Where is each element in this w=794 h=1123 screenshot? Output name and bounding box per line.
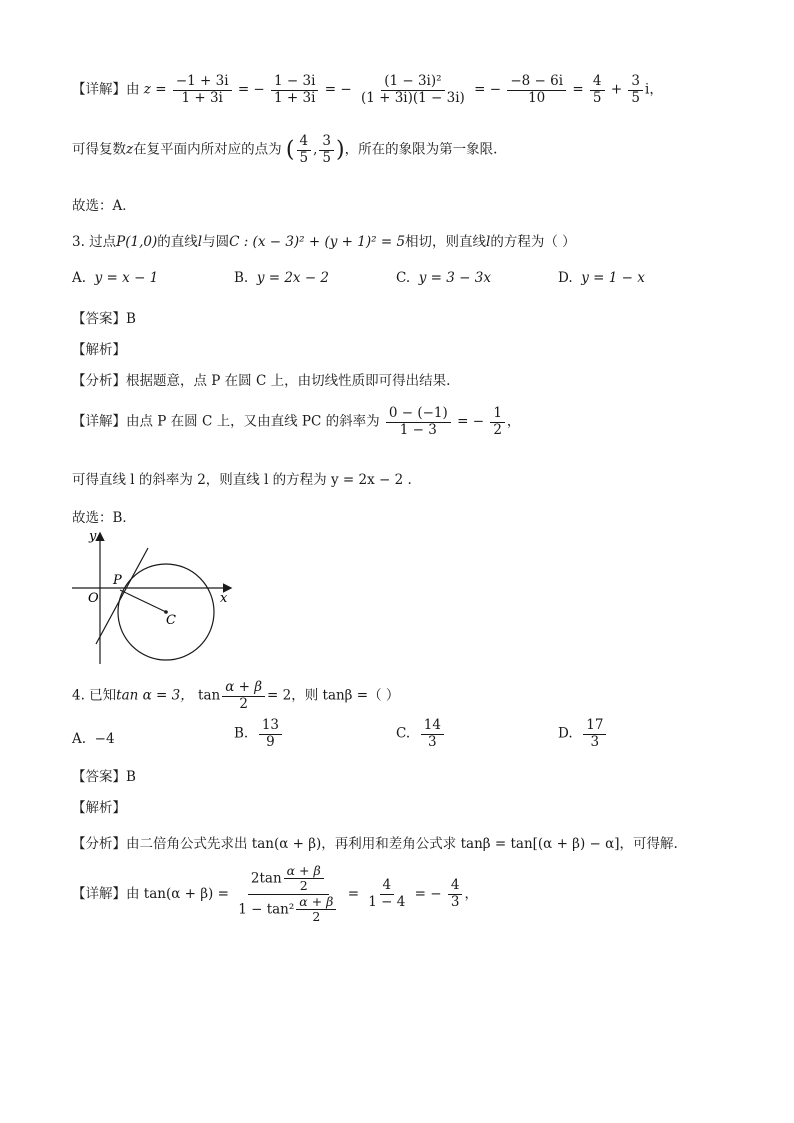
fraction — [259, 718, 282, 750]
math: z = — [143, 81, 167, 98]
q4-fenxi: 【分析】由二倍角公式先求出 tan(α + β)，再利用和差角公式求 tanβ = tan[(α + β) − α]，可得解. — [72, 836, 678, 852]
denominator: 2 — [493, 421, 502, 438]
denominator: 5 — [299, 149, 309, 166]
fraction — [490, 406, 505, 438]
option-letter: C. — [396, 270, 411, 286]
q3-analysis-tag: 【解析】 — [72, 342, 126, 358]
q4-answer: 【答案】B — [72, 769, 136, 785]
text: 的方程为（ ） — [490, 234, 576, 250]
fraction — [222, 680, 265, 712]
q4-option-c — [396, 718, 446, 750]
math: + — [610, 81, 623, 98]
paren: ( — [285, 137, 295, 163]
option-letter: D. — [558, 270, 573, 286]
denominator: 1 − 3 — [399, 421, 437, 438]
text: 与圆 — [202, 234, 230, 250]
numerator: −8 − 6i — [507, 74, 566, 91]
q4-analysis-tag: 【解析】 — [72, 800, 126, 816]
numerator: 1 − 3i — [271, 74, 318, 91]
q3-stem — [72, 230, 576, 250]
text: 在复平面内所对应的点为 — [133, 141, 282, 158]
fraction — [358, 74, 468, 106]
denominator: (1 + 3i)(1 − 3i) — [360, 89, 465, 106]
denominator: 9 — [266, 733, 275, 750]
fraction — [173, 74, 232, 106]
denominator: 3 — [428, 733, 437, 750]
q3-choose: 故选：B． — [72, 510, 136, 526]
label-y: y — [89, 529, 97, 544]
q3-option-b — [234, 270, 329, 286]
option-letter: D. — [558, 725, 573, 742]
text: ， — [506, 413, 521, 430]
math: tan α = 3， — [116, 687, 194, 704]
denominator: 10 — [528, 89, 546, 106]
math: C : (x − 3)² + (y + 1)² = 5 — [229, 234, 406, 250]
math: 2tan — [250, 870, 282, 887]
paren: ) — [336, 137, 345, 163]
math: 1 − tan² — [238, 901, 295, 918]
text: 相切，则直线 — [405, 234, 487, 250]
math: l — [197, 234, 203, 250]
denominator: 5 — [631, 89, 641, 106]
numerator: 1 — [490, 406, 505, 423]
q3-result: 可得直线 l 的斜率为 2，则直线 l 的方程为 y = 2x − 2 . — [72, 472, 412, 488]
tangent-circle-figure — [60, 526, 250, 666]
math: = − — [324, 81, 352, 98]
label-P: P — [113, 573, 122, 588]
text: 【详解】由 tan(α + β) = — [72, 885, 229, 902]
option-text: y = x − 1 — [94, 270, 159, 286]
q4-option-d — [558, 718, 608, 750]
fraction — [421, 718, 444, 750]
denominator: 1 + 3i — [181, 89, 223, 106]
fraction — [590, 74, 605, 106]
numerator: α + β — [296, 895, 336, 910]
option-text: y = 3 − 3x — [418, 270, 491, 286]
math: = — [347, 885, 359, 902]
numerator: 4 — [380, 878, 395, 895]
option-text: y = 1 − x — [581, 270, 645, 286]
q3-option-d — [558, 270, 645, 286]
denominator: 2 — [239, 695, 248, 712]
option-letter: A. — [72, 270, 87, 286]
numerator: 17 — [583, 718, 606, 735]
q2-choose: 故选：A． — [72, 198, 136, 214]
numerator: 14 — [421, 718, 444, 735]
numerator: 4 — [590, 74, 605, 91]
text: 4. 已知 — [72, 687, 117, 704]
q2-point-line: 可得复数z在复平面内所对应的点为 ( $\frac{4}{5}$ , $\frac{3}{5}$ )，所在的象限为第一象限. — [72, 133, 498, 166]
fraction — [284, 864, 324, 894]
denominator: 3 — [590, 733, 600, 750]
label-C: C — [166, 613, 176, 628]
q4-detail-line — [72, 864, 478, 925]
numerator: 3 — [628, 74, 643, 91]
numerator: 3 — [319, 134, 334, 151]
fraction — [365, 878, 408, 910]
big-fraction — [235, 864, 341, 925]
numerator: −1 + 3i — [173, 74, 232, 91]
q4-option-b — [234, 718, 284, 750]
q3-option-c — [396, 270, 491, 286]
q3-option-a — [72, 270, 158, 286]
denominator: 2 — [312, 909, 321, 925]
denominator: 5 — [592, 89, 602, 106]
numerator: 0 − (−1) — [386, 406, 451, 423]
numerator: 4 — [448, 878, 463, 895]
math: = − — [474, 81, 502, 98]
fraction — [296, 895, 336, 925]
fraction — [628, 74, 643, 106]
q2-detail-line — [72, 74, 663, 106]
numerator: 13 — [259, 718, 282, 735]
option-text: y = 2x − 2 — [256, 270, 330, 286]
math: z — [126, 141, 134, 158]
fraction — [583, 718, 606, 750]
q3-detail-line — [72, 406, 520, 438]
math: l — [486, 234, 491, 250]
numerator: 4 — [297, 134, 312, 151]
text: ， — [464, 885, 478, 902]
q3-answer: 【答案】B — [72, 311, 136, 327]
denominator — [235, 895, 341, 925]
denominator: 5 — [322, 149, 331, 166]
numerator: (1 − 3i)² — [381, 74, 444, 91]
denominator: 3 — [450, 893, 460, 910]
text: 可得复数 — [72, 141, 126, 158]
denominator: 1 − 4 — [368, 893, 406, 910]
label-O: O — [88, 591, 99, 606]
math: P(1,0) — [116, 234, 158, 250]
detail-tag: 【详解】 — [72, 81, 126, 98]
text: 的直线 — [157, 234, 198, 250]
math: = − — [237, 81, 265, 98]
math: = — [572, 81, 584, 98]
numerator: α + β — [222, 680, 265, 697]
option-letter: B. — [234, 270, 249, 286]
fraction — [507, 74, 566, 106]
numerator: α + β — [284, 864, 324, 879]
option-letter: B. — [234, 725, 249, 742]
numerator — [248, 864, 329, 895]
fraction — [386, 406, 451, 438]
fraction — [319, 134, 334, 166]
fraction — [448, 878, 463, 910]
option-letter: C. — [396, 725, 411, 742]
text: 由 — [126, 81, 140, 98]
text: = 2，则 tanβ =（ ） — [267, 687, 400, 704]
math: i， — [645, 81, 663, 98]
radius-PC — [120, 590, 166, 612]
denominator: 2 — [299, 878, 308, 894]
q4-stem — [72, 680, 399, 712]
q4-option-a — [72, 731, 115, 747]
text: ，所在的象限为第一象限. — [344, 141, 498, 158]
fraction — [271, 74, 318, 106]
q3-fenxi: 【分析】根据题意，点 P 在圆 C 上，由切线性质即可得出结果. — [72, 373, 451, 389]
label-x: x — [220, 591, 228, 606]
denominator: 1 + 3i — [274, 89, 316, 106]
text: 【详解】由点 P 在圆 C 上，又由直线 PC 的斜率为 — [72, 413, 380, 430]
fraction — [297, 134, 312, 166]
option-text: −4 — [94, 731, 115, 747]
math: tan — [198, 687, 221, 704]
math: = − — [414, 885, 442, 902]
option-letter: A. — [72, 731, 87, 747]
tangent-line — [96, 548, 148, 644]
text: 3. 过点 — [72, 234, 117, 250]
math: = − — [457, 413, 485, 430]
